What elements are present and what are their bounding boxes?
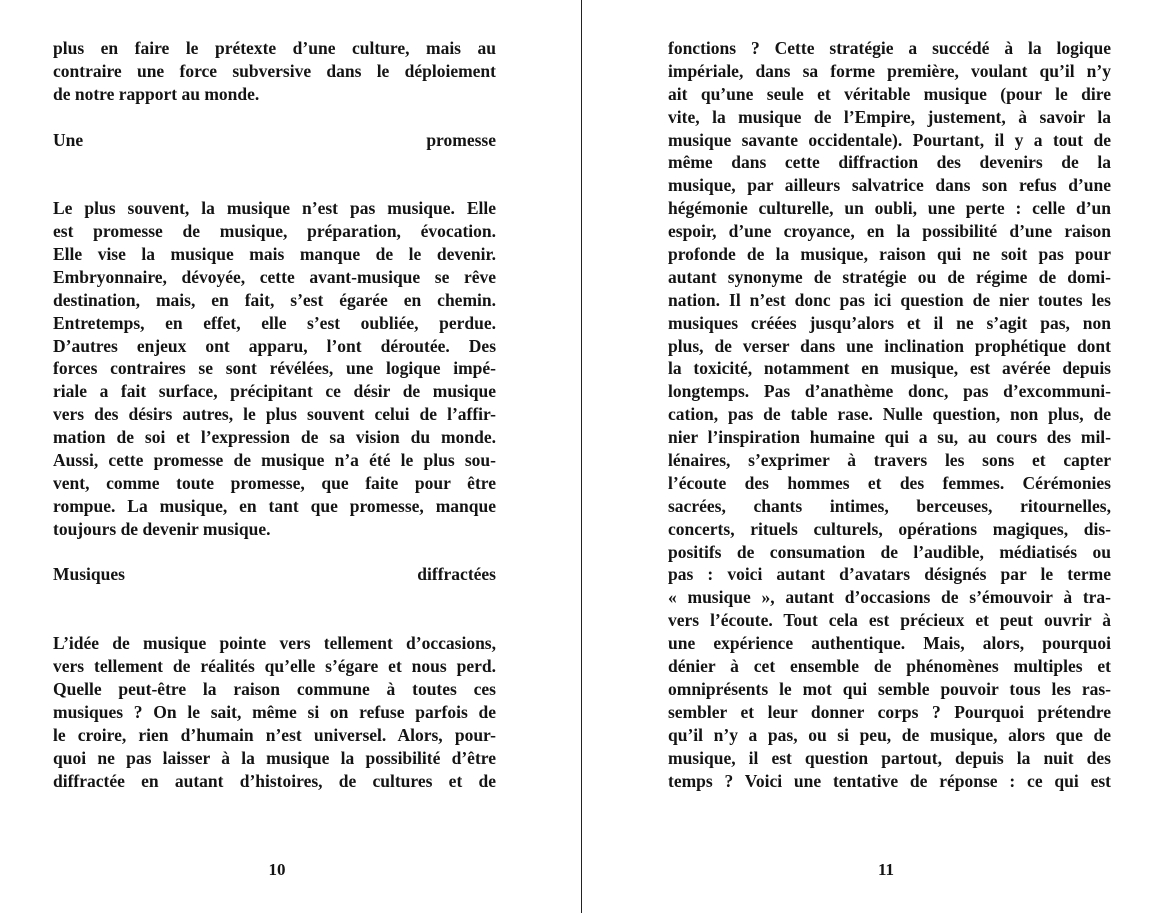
text-line: cation, pas de table rase. Nulle question, non plus, de — [668, 404, 1111, 425]
text-line: plus, de verser dans une inclination prophétique dont — [668, 335, 1111, 356]
text-line: même dans cette diffraction des devenirs de la — [668, 152, 1111, 173]
paragraph — [53, 197, 496, 540]
left-page-text — [53, 37, 496, 792]
text-line: diffractée en autant d’histoires, de cultures et de — [53, 770, 496, 791]
text-line: Embryonnaire, dévoyée, cette avant-musique se rêve — [53, 266, 496, 287]
book-gutter-divider — [581, 0, 582, 913]
text-line: musique savante occidentale). Pourtant, il y a tout de — [668, 129, 1111, 150]
text-line: dénier à cet ensemble de phénomènes multiples et — [668, 656, 1111, 677]
spacer — [53, 106, 496, 129]
text-line: de notre rapport au monde. — [53, 83, 260, 104]
spacer — [53, 609, 496, 632]
text-line: musiques créées jusqu’alors et il ne s’agit pas, non — [668, 312, 1111, 333]
text-line: hégémonie culturelle, un oubli, une perte : celle d’un — [668, 198, 1111, 219]
page-number-left: 10 — [268, 860, 286, 879]
text-line: vite, la musique de l’Empire, justement, à savoir la — [668, 106, 1111, 127]
text-line: quoi ne pas laisser à la musique la possibilité d’être — [53, 747, 496, 768]
text-line: temps ? Voici une tentative de réponse : ce qui est — [668, 770, 1111, 791]
text-line: nation. Il n’est donc pas ici question de nier toutes les — [668, 289, 1111, 310]
text-line: mation de soi et l’expression de sa vision du monde. — [53, 427, 496, 448]
section-heading: Musiques diffractées — [53, 564, 496, 585]
text-line: la toxicité, notamment en musique, est avérée depuis — [668, 358, 1111, 379]
page-number-right: 11 — [877, 860, 895, 879]
spacer — [53, 151, 496, 174]
text-line: vers tellement de réalités qu’elle s’égare et nous perd. — [53, 656, 496, 677]
text-line: rompue. La musique, en tant que promesse, manque — [53, 495, 496, 516]
text-line: pas : voici autant d’avatars désignés par le terme — [668, 564, 1111, 585]
text-line: le croire, rien d’humain n’est universel. Alors, pour- — [53, 724, 496, 745]
text-line: nier l’inspiration humaine qui a su, au cours des mil- — [668, 427, 1111, 448]
text-line: toujours de devenir musique. — [53, 518, 271, 539]
text-line: profonde de la musique, raison qui ne soit pas pour — [668, 244, 1111, 265]
text-line: Elle vise la musique mais manque de le devenir. — [53, 244, 496, 265]
text-line: musique, par ailleurs salvatrice dans son refus d’une — [668, 175, 1111, 196]
paragraph — [53, 632, 496, 792]
text-line: autant synonyme de stratégie ou de régime de domi- — [668, 266, 1111, 287]
right-page-text — [668, 37, 1111, 792]
text-line: Le plus souvent, la musique n’est pas musique. Elle — [53, 198, 496, 219]
spacer — [53, 541, 496, 564]
text-line: longtemps. Pas d’anathème donc, pas d’excommuni- — [668, 381, 1111, 402]
text-line: contraire une force subversive dans le déploiement — [53, 60, 496, 81]
text-line: ait qu’une seule et véritable musique (pour le dire — [668, 83, 1111, 104]
text-line: musiques ? On le sait, même si on refuse parfois de — [53, 701, 496, 722]
text-line: concerts, rituels culturels, opérations magiques, dis- — [668, 518, 1111, 539]
text-line: fonctions ? Cette stratégie a succédé à la logique — [668, 38, 1111, 58]
text-line: riale a fait surface, précipitant ce désir de musique — [53, 381, 496, 402]
text-line: Quelle peut-être la raison commune à toutes ces — [53, 678, 496, 699]
section-heading: Une promesse — [53, 129, 496, 150]
text-line: forces contraires se sont révélées, une logique impé- — [53, 358, 496, 379]
text-line: positifs de consumation de l’audible, médiatisés ou — [668, 541, 1111, 562]
text-line: plus en faire le prétexte d’une culture, mais au — [53, 38, 496, 58]
text-line: D’autres enjeux ont apparu, l’ont déroutée. Des — [53, 335, 496, 356]
paragraph — [668, 37, 1111, 792]
text-line: lénaires, s’exprimer à travers les sons et capter — [668, 450, 1111, 471]
text-line: qu’il n’y a pas, ou si peu, de musique, alors que de — [668, 724, 1111, 745]
text-line: Entretemps, en effet, elle s’est oubliée, perdue. — [53, 312, 496, 333]
text-line: vent, comme toute promesse, que faite pour être — [53, 472, 496, 493]
text-line: est promesse de musique, préparation, évocation. — [53, 221, 496, 242]
text-line: impériale, dans sa forme première, voulant qu’il n’y — [668, 60, 1111, 81]
text-line: destination, mais, en fait, s’est égarée en chemin. — [53, 289, 496, 310]
text-line: vers des désirs autres, le plus souvent celui de l’affir- — [53, 404, 496, 425]
text-line: sembler et leur donner corps ? Pourquoi prétendre — [668, 701, 1111, 722]
text-line: « musique », autant d’occasions de s’émouvoir à tra- — [668, 587, 1111, 608]
paragraph — [53, 37, 496, 106]
spacer — [53, 174, 496, 197]
text-line: espoir, d’une croyance, en la possibilité d’une raison — [668, 221, 1111, 242]
text-line: musique, il est question partout, depuis la nuit des — [668, 747, 1111, 768]
text-line: omniprésents le mot qui semble pouvoir tous les ras- — [668, 678, 1111, 699]
text-line: vers l’écoute. Tout cela est précieux et peut ouvrir à — [668, 610, 1111, 631]
text-line: sacrées, chants intimes, berceuses, ritournelles, — [668, 495, 1111, 516]
text-line: l’écoute des hommes et des femmes. Cérémonies — [668, 472, 1111, 493]
text-line: L’idée de musique pointe vers tellement d’occasions, — [53, 633, 496, 654]
text-line: une expérience authentique. Mais, alors, pourquoi — [668, 633, 1111, 654]
text-line: Aussi, cette promesse de musique n’a été le plus sou- — [53, 450, 496, 471]
spacer — [53, 586, 496, 609]
